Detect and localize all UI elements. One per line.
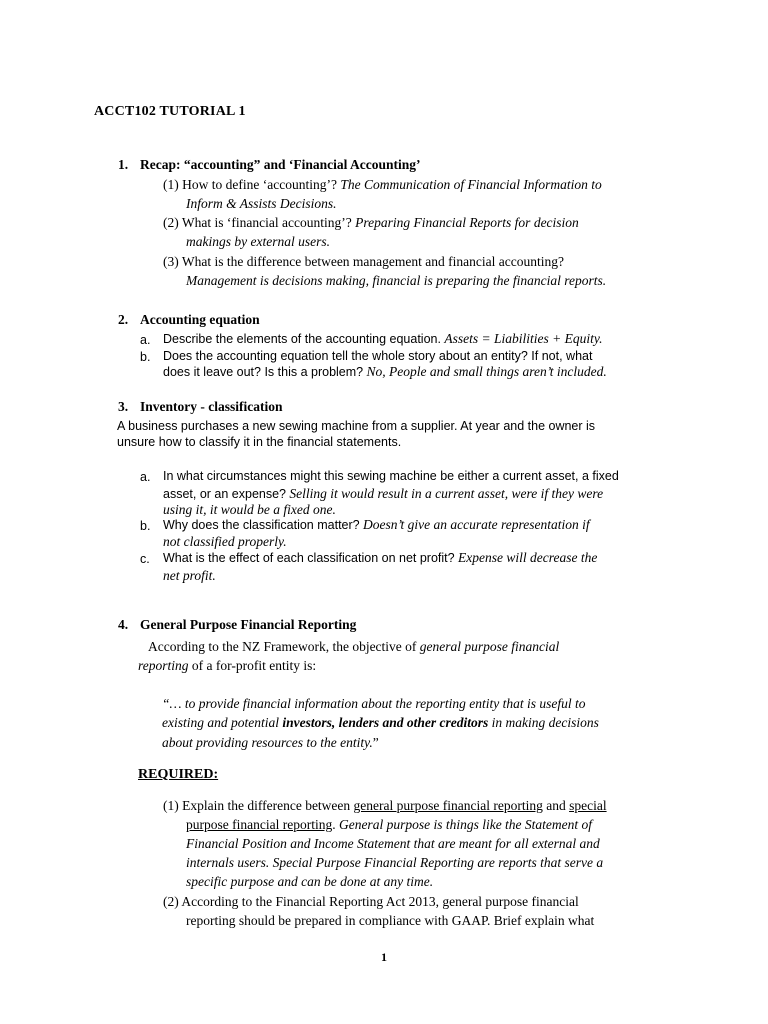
page-title: ACCT102 TUTORIAL 1 (94, 104, 246, 119)
s4-r1-line2: purpose financial reporting. General purpose is things like the Statement of (186, 817, 593, 832)
s1-q3-line1: (3) What is the difference between management and financial accounting? (163, 254, 564, 269)
s2-b-label: b. (140, 350, 151, 364)
s2-b-line2: does it leave out? Is this a problem? No, People and small things aren’t included. (163, 364, 607, 379)
s4-r1-line3: Financial Position and Income Statement that are meant for all external and (186, 836, 600, 851)
s3-b-label: b. (140, 519, 151, 533)
s4-r1-line1: (1) Explain the difference between general purpose financial reporting and special (163, 798, 607, 813)
s1-q1-line1: (1) How to define ‘accounting’? The Communication of Financial Information to (163, 177, 602, 192)
s3-a-line1: In what circumstances might this sewing machine be either a current asset, a fixed (163, 469, 619, 483)
s3-a-line2: asset, or an expense? Selling it would result in a current asset, were if they were (163, 486, 604, 501)
s1-q1-line2: Inform & Assists Decisions. (186, 196, 337, 211)
s3-paragraph-line2: unsure how to classify it in the financial statements. (117, 435, 402, 449)
section-1-heading: 1. Recap: “accounting” and ‘Financial Accounting’ (118, 157, 421, 172)
s2-a-line: Describe the elements of the accounting equation. Assets = Liabilities + Equity. (163, 331, 603, 346)
section-2-heading: 2. Accounting equation (118, 312, 260, 327)
s2-a-label: a. (140, 333, 151, 347)
s4-r1-line4: internals users. Special Purpose Financial Reporting are reports that serve a (186, 855, 604, 870)
s3-a-line3: using it, it would be a fixed one. (163, 502, 336, 517)
s1-q2-line2: makings by external users. (186, 234, 330, 249)
s3-c-label: c. (140, 552, 150, 566)
required-heading: REQUIRED: (138, 767, 219, 782)
section-4-heading: 4. General Purpose Financial Reporting (118, 617, 357, 632)
s3-b-line1: Why does the classification matter? Doesn’t give an accurate representation if (163, 517, 590, 532)
s3-c-line1: What is the effect of each classification on net profit? Expense will decrease the (163, 550, 598, 565)
s4-quote-line1: “… to provide financial information about the reporting entity that is useful to (162, 696, 586, 711)
s4-r2-line2: reporting should be prepared in compliance with GAAP. Brief explain what (186, 913, 595, 928)
s4-paragraph-line2: reporting of a for-profit entity is: (138, 658, 317, 673)
s4-quote-line2: existing and potential investors, lenders and other creditors in making decisions (162, 715, 599, 730)
s3-paragraph-line1: A business purchases a new sewing machine from a supplier. At year and the owner is (117, 419, 596, 433)
s1-q2-line1: (2) What is ‘financial accounting’? Preparing Financial Reports for decision (163, 215, 579, 230)
s3-a-label: a. (140, 470, 151, 484)
s4-r1-line5: specific purpose and can be done at any time. (186, 874, 434, 889)
page-number: 1 (381, 950, 387, 964)
s3-b-line2: not classified properly. (163, 534, 287, 549)
section-3-heading: 3. Inventory - classification (118, 399, 283, 414)
s3-c-line2: net profit. (163, 568, 216, 583)
s4-paragraph-line1: According to the NZ Framework, the objective of general purpose financial (148, 639, 560, 654)
s1-q3-line2: Management is decisions making, financial is preparing the financial reports. (186, 273, 607, 288)
s2-b-line1: Does the accounting equation tell the whole story about an entity? If not, what (163, 349, 593, 363)
s4-quote-line3: about providing resources to the entity.” (162, 735, 379, 750)
s4-r2-line1: (2) According to the Financial Reporting Act 2013, general purpose financial (163, 894, 579, 909)
